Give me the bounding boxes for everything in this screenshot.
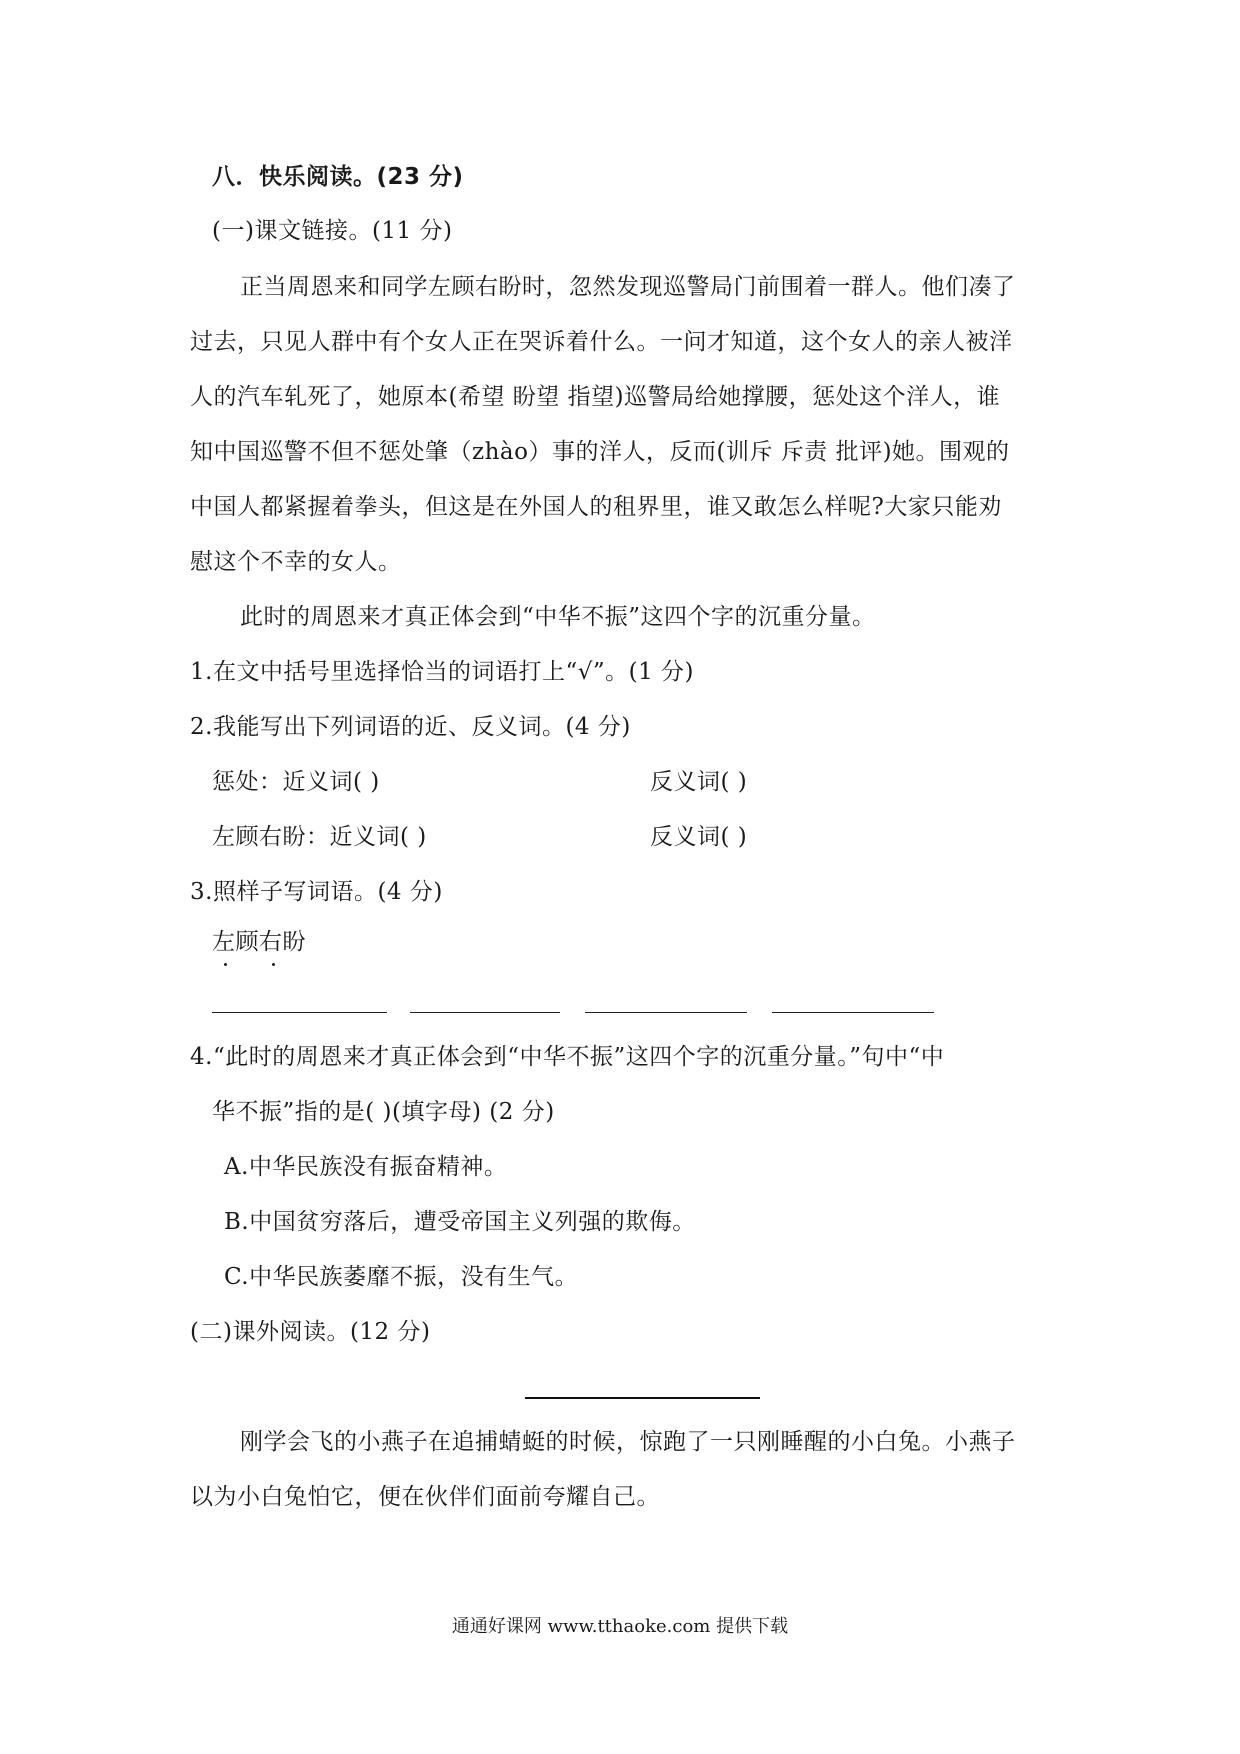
question-1: 1.在文中括号里选择恰当的词语打上“√”。(1 分): [190, 659, 695, 685]
q4-option-a: A.中华民族没有振奋精神。: [224, 1154, 508, 1180]
passage2-line: 以为小白兔怕它，便在伙伴们面前夸耀自己。: [190, 1484, 660, 1510]
footer-text: 通通好课网 www.tthaoke.com 提供下载: [451, 1616, 789, 1637]
passage1-line: 正当周恩来和同学左顾右盼时，忽然发现巡警局门前围着一群人。他们凑了: [240, 274, 1016, 300]
passage1-line: 人的汽车轧死了，她原本(希望 盼望 指望)巡警局给她撑腰，惩处这个洋人，谁: [190, 384, 1001, 410]
q4-option-b: B.中国贫穷落后，遭受帝国主义列强的欺侮。: [224, 1209, 696, 1235]
q2-row1-synonym[interactable]: 惩处：近义词( ): [212, 769, 380, 795]
passage1-line: 知中国巡警不但不惩处肇（zhào）事的洋人，反而(训斥 斥责 批评)她。围观的: [190, 439, 1010, 465]
question-4-line2[interactable]: 华不振”指的是( )(填字母) (2 分): [212, 1099, 555, 1125]
passage1-last-line: 此时的周恩来才真正体会到“中华不振”这四个字的沉重分量。: [240, 604, 876, 630]
q3-example: 左顾右盼: [212, 929, 306, 955]
question-2: 2.我能写出下列词语的近、反义词。(4 分): [190, 714, 631, 740]
title-blank[interactable]: [525, 1397, 760, 1399]
passage1-line: 过去，只见人群中有个女人正在哭诉着什么。一问才知道，这个女人的亲人被洋: [190, 329, 1013, 355]
passage2-line: 刚学会飞的小燕子在追捕蜻蜓的时候，惊跑了一只刚睡醒的小白兔。小燕子: [240, 1429, 1016, 1455]
answer-blank-4[interactable]: [772, 1012, 934, 1013]
answer-blank-2[interactable]: [410, 1012, 560, 1013]
question-4-line1: 4.“此时的周恩来才真正体会到“中华不振”这四个字的沉重分量。”句中“中: [190, 1044, 945, 1070]
q2-row2-synonym[interactable]: 左顾右盼：近义词( ): [212, 824, 427, 850]
answer-blank-3[interactable]: [585, 1012, 747, 1013]
emphasis-dot: [272, 963, 275, 966]
question-3: 3.照样子写词语。(4 分): [190, 879, 443, 905]
emphasis-dot: [224, 963, 227, 966]
q2-row1-antonym[interactable]: 反义词( ): [650, 769, 748, 795]
q4-option-c: C.中华民族萎靡不振，没有生气。: [224, 1264, 579, 1290]
q2-row2-antonym[interactable]: 反义词( ): [650, 824, 748, 850]
part2-title: (二)课外阅读。(12 分): [190, 1319, 431, 1345]
passage1-line: 中国人都紧握着拳头，但这是在外国人的租界里，谁又敢怎么样呢?大家只能劝: [190, 494, 1002, 520]
section-heading: 八．快乐阅读。(23 分): [212, 164, 464, 190]
answer-blank-1[interactable]: [212, 1012, 387, 1013]
part1-title: (一)课文链接。(11 分): [212, 218, 453, 244]
passage1-line: 慰这个不幸的女人。: [190, 549, 402, 575]
